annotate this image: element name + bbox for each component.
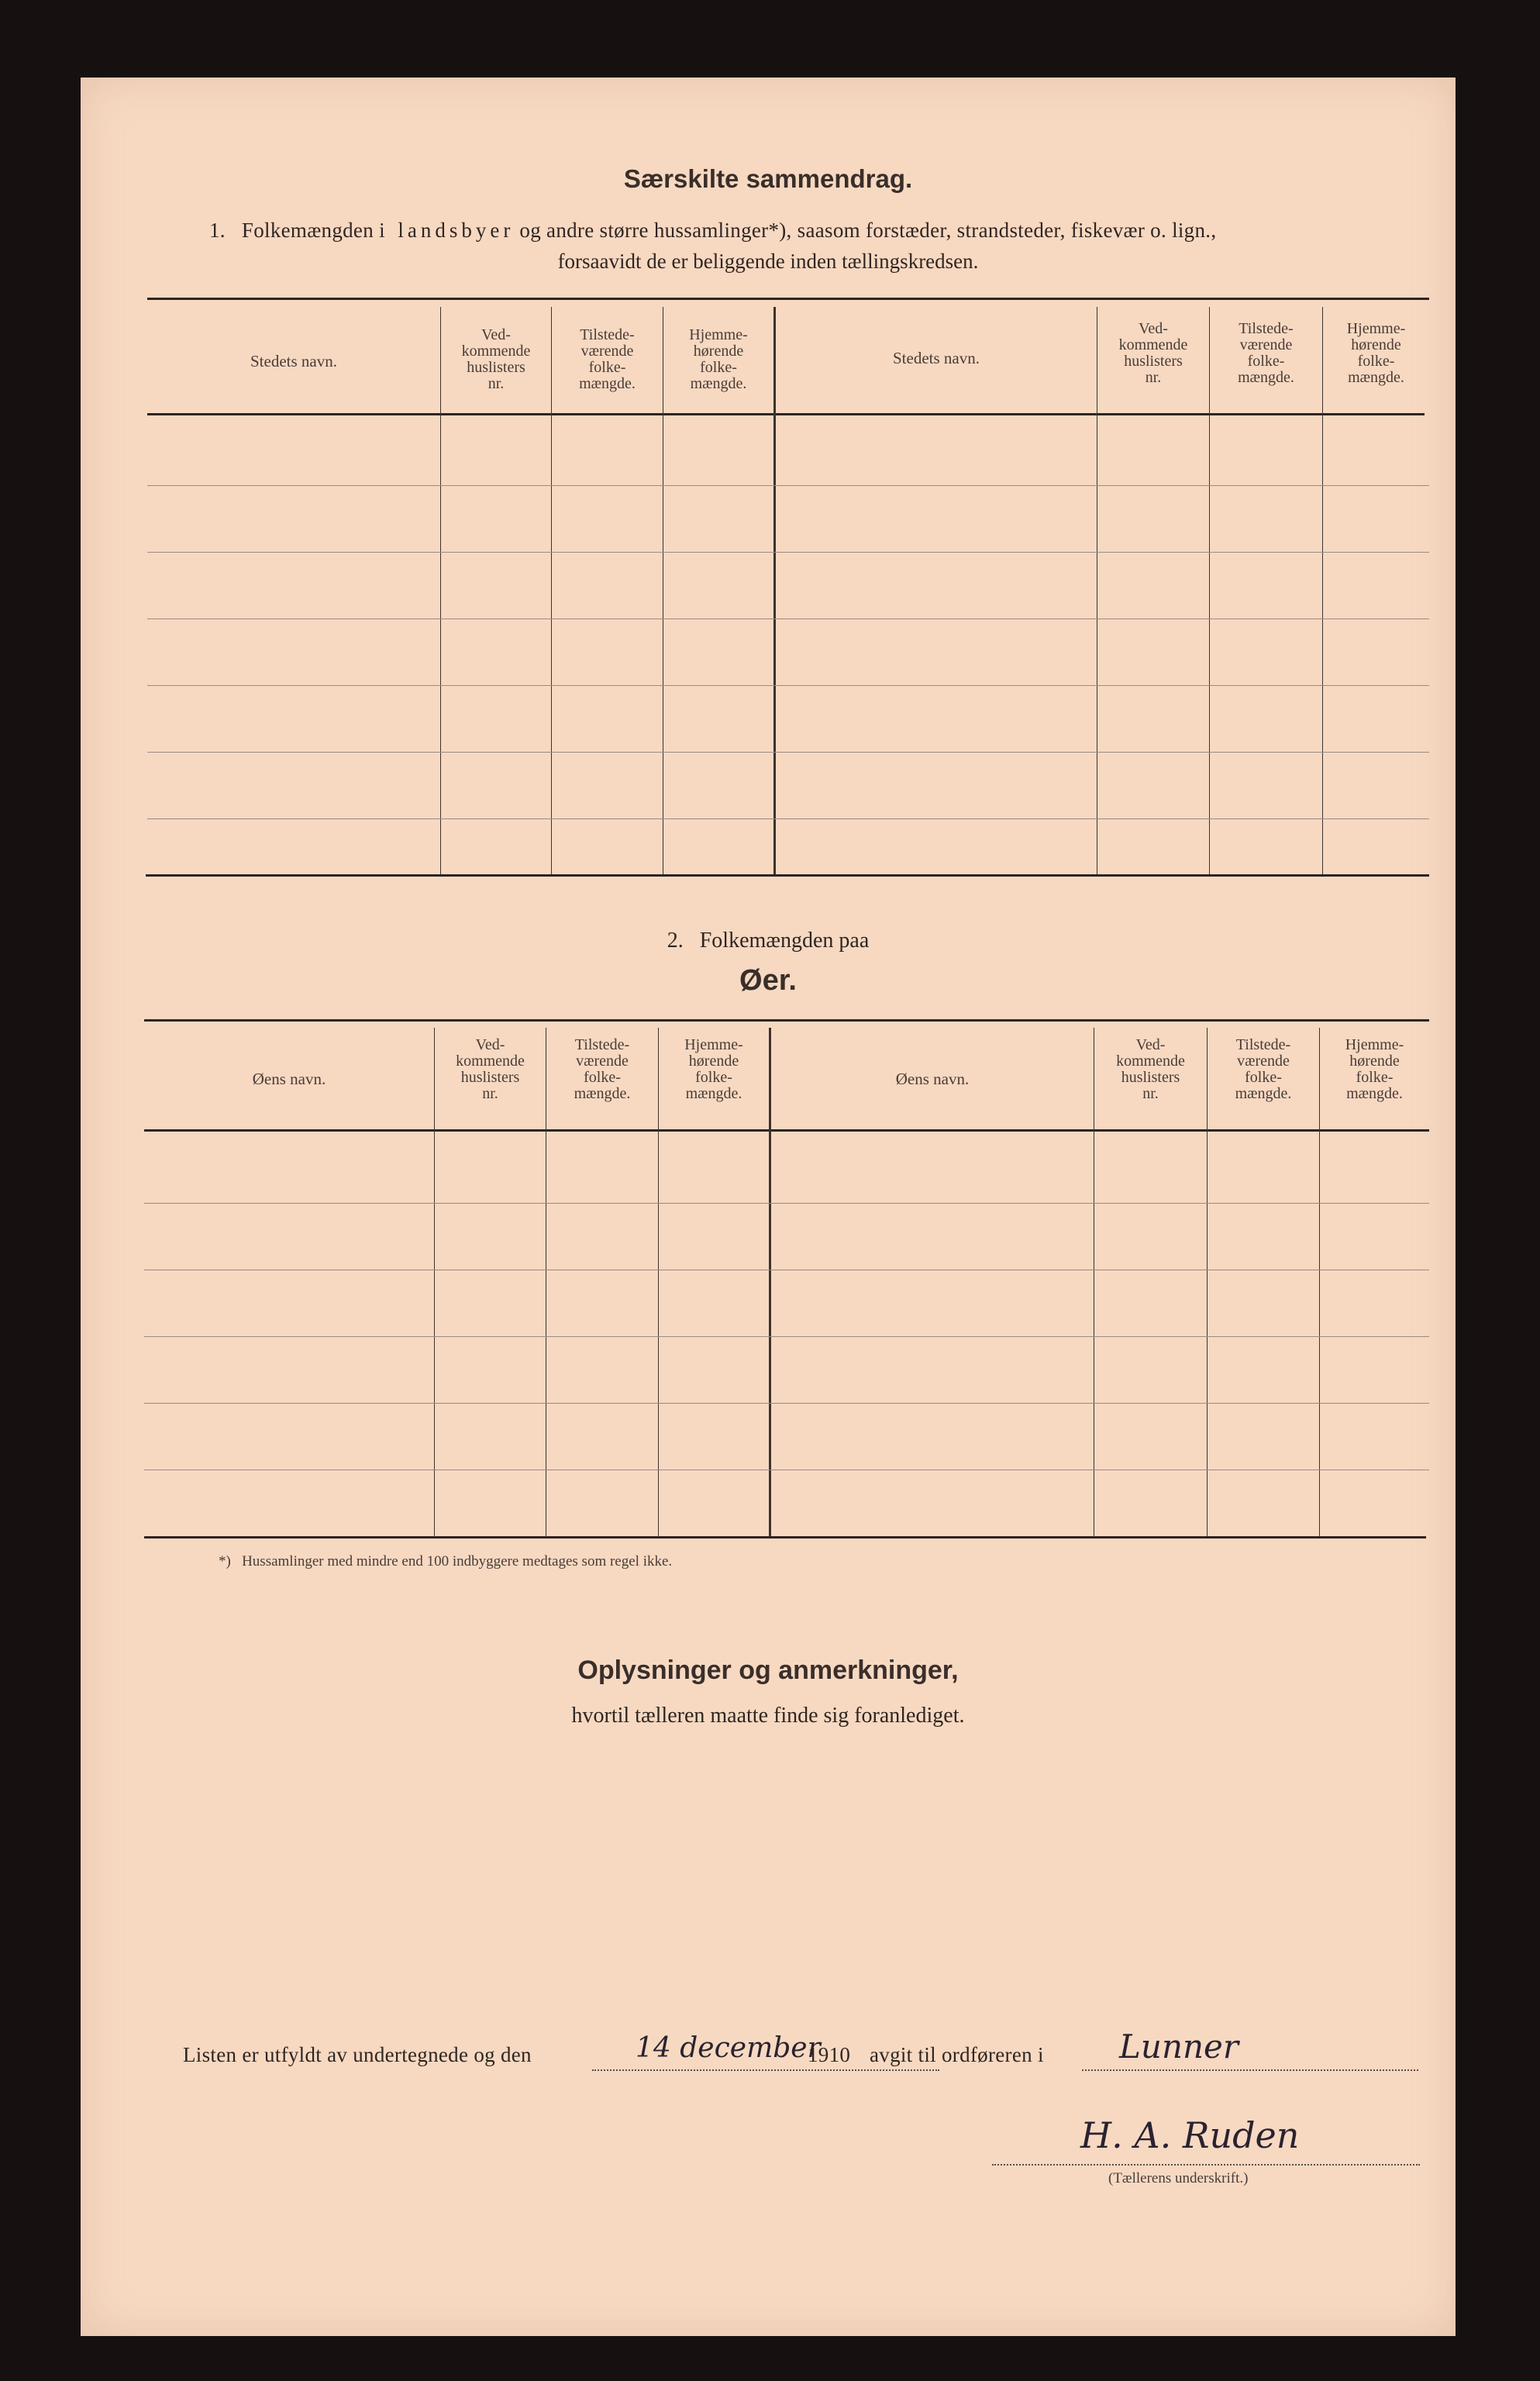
- table2-bottom-rule: [144, 1536, 1426, 1539]
- signature-text-b: avgit til ordføreren i: [870, 2043, 1044, 2066]
- date-handwritten: 14 december: [636, 2032, 821, 2064]
- section1-line1: [209, 219, 1216, 243]
- table2-center-divider: [769, 1028, 771, 1536]
- table1-row-line: [147, 552, 1429, 553]
- place-dotted-line: [1082, 2069, 1418, 2071]
- table1-row-line: [147, 485, 1429, 486]
- table2-vline: [1319, 1028, 1320, 1536]
- table2-col-hjemme-right: Hjemme- hørende folke- mængde.: [1345, 1036, 1404, 1102]
- table2-col-name-left: Øens navn.: [252, 1070, 326, 1088]
- table1-bottom-rule: [146, 874, 1429, 877]
- table2-vline: [658, 1028, 659, 1536]
- table1-col-hjemme-left: Hjemme- hørende folke- mængde.: [689, 326, 748, 392]
- table2-col-tilstede-left: Tilstede- værende folke- mængde.: [574, 1036, 631, 1102]
- table1-vline: [1322, 307, 1323, 874]
- section2-line: 2. Folkemængden paa: [667, 929, 870, 953]
- place-handwritten: Lunner: [1119, 2028, 1239, 2066]
- table2-col-huslister-left: Ved- kommende huslisters nr.: [456, 1036, 525, 1102]
- table2-row-line: [144, 1403, 1429, 1404]
- table1-col-hjemme-right: Hjemme- hørende folke- mængde.: [1346, 320, 1406, 386]
- table2-col-tilstede-right: Tilstede- værende folke- mængde.: [1235, 1036, 1292, 1102]
- section2-title: Øer.: [739, 964, 797, 997]
- signature-dotted-line: [992, 2164, 1420, 2166]
- footnote: *) Hussamlinger med mindre end 100 indbyggere medtages som regel ikke.: [219, 1553, 673, 1570]
- signature-handwritten: H. A. Ruden: [1080, 2114, 1300, 2156]
- table2-top-rule: [144, 1019, 1429, 1022]
- section1-title: Særskilte sammendrag.: [623, 164, 913, 193]
- table1-header-rule: [147, 413, 1425, 415]
- table1-col-huslister-left: Ved- kommende huslisters nr.: [461, 326, 531, 392]
- table1-vline: [1209, 307, 1210, 874]
- table2-col-name-right: Øens navn.: [895, 1070, 970, 1088]
- remarks-subtitle: hvortil tælleren maatte finde sig foranlediget.: [571, 1704, 965, 1728]
- table1-row-line: [147, 818, 1429, 819]
- signature-caption: (Tællerens underskrift.): [1108, 2170, 1249, 2186]
- section1-text-c: og andre større hussamlinger*), saasom forstæder, strandsteder, fiskevær o. lign.,: [519, 219, 1217, 242]
- table2-vline: [434, 1028, 435, 1536]
- table2-col-huslister-right: Ved- kommende huslisters nr.: [1116, 1036, 1185, 1102]
- table2-row-line: [144, 1336, 1429, 1337]
- table1-col-tilstede-left: Tilstede- værende folke- mængde.: [579, 326, 636, 392]
- section1-text-b: i landsbyer: [379, 219, 515, 242]
- year: 1910: [808, 2043, 851, 2066]
- table1-row-line: [147, 752, 1429, 753]
- table1-col-huslister-right: Ved- kommende huslisters nr.: [1118, 320, 1188, 386]
- table2-col-hjemme-left: Hjemme- hørende folke- mængde.: [684, 1036, 743, 1102]
- table1-top-rule: [147, 298, 1429, 300]
- table2-vline: [1207, 1028, 1208, 1536]
- section1-number: 1.: [209, 219, 226, 242]
- signature-text-a: Listen er utfyldt av undertegnede og den: [183, 2043, 532, 2066]
- remarks-title: Oplysninger og anmerkninger,: [577, 1656, 959, 1685]
- section1-text-a: Folkemængden: [241, 219, 374, 242]
- section1-line2: forsaavidt de er beliggende inden tællingskredsen.: [557, 250, 979, 273]
- table2-header-rule: [144, 1129, 1429, 1132]
- table1-center-divider: [773, 307, 776, 874]
- table1-col-name-right: Stedets navn.: [893, 349, 980, 367]
- table1-col-tilstede-right: Tilstede- værende folke- mængde.: [1238, 320, 1294, 386]
- table1-col-name-left: Stedets navn.: [250, 352, 337, 370]
- table2-row-line: [144, 1203, 1429, 1204]
- date-dotted-line: [592, 2069, 939, 2071]
- table1-row-line: [147, 685, 1429, 686]
- census-form-page: [81, 78, 1456, 2336]
